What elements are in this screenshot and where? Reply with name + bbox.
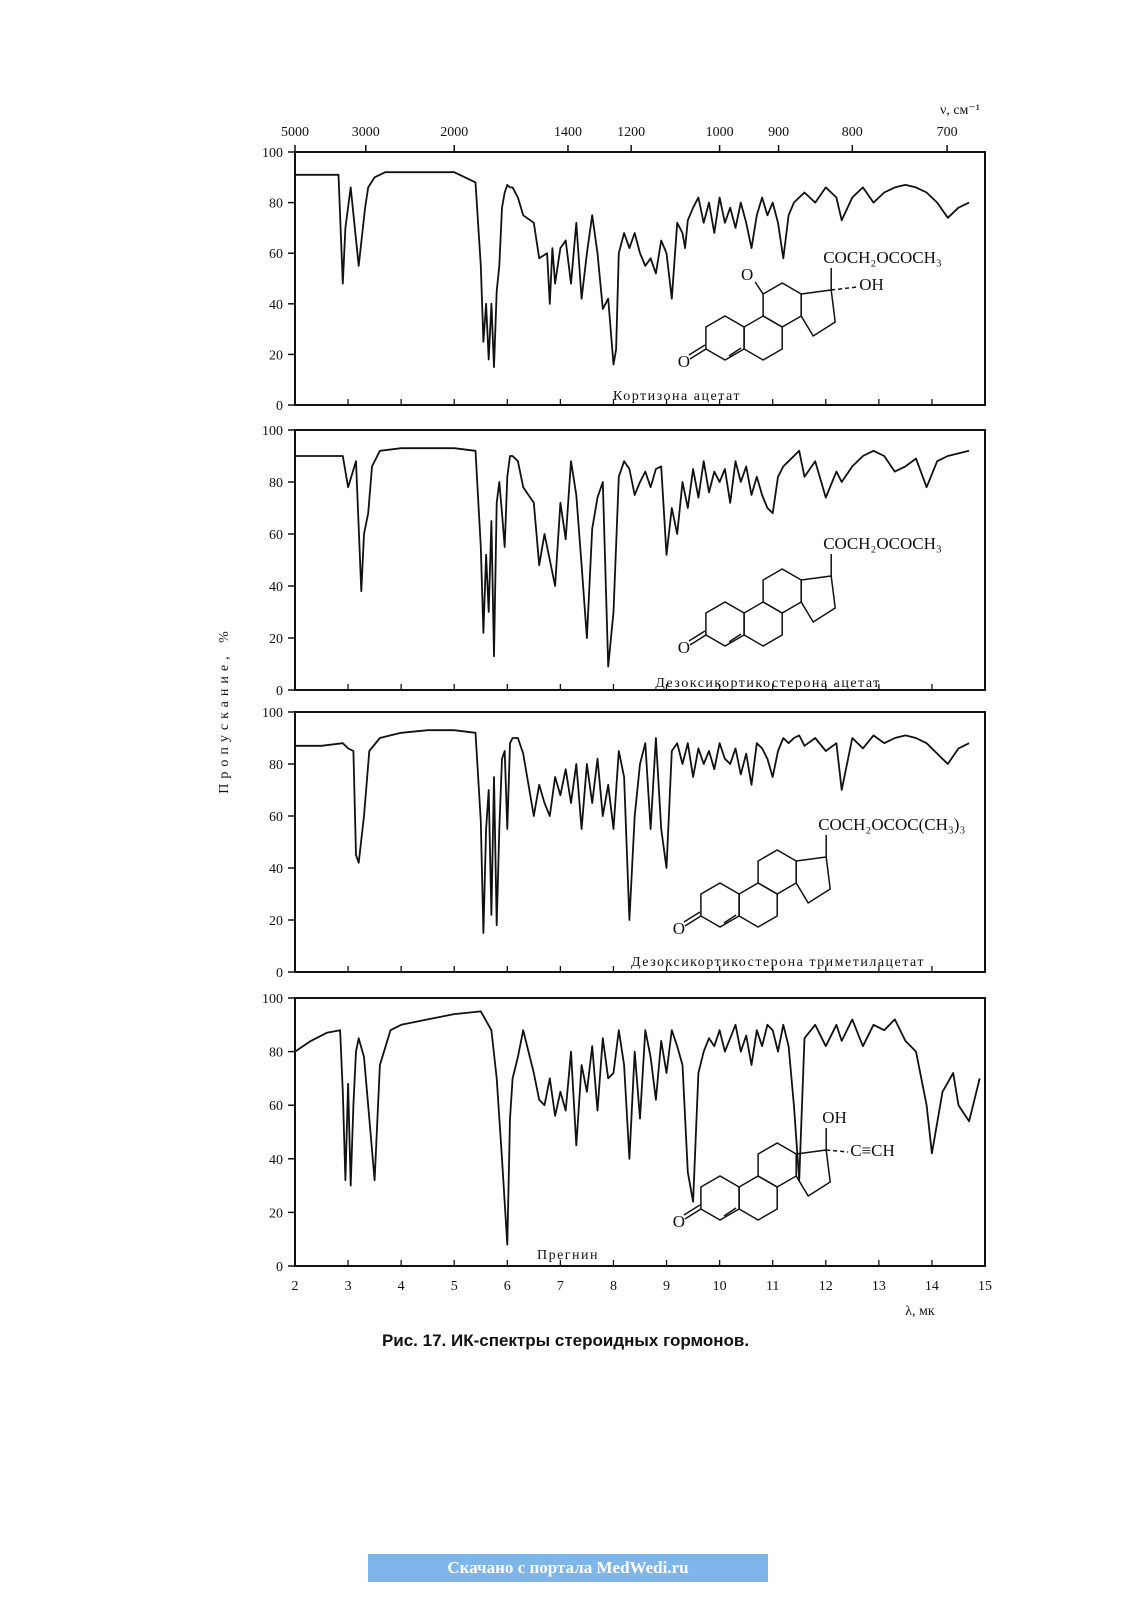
top-axis-tick-label: 1200 <box>617 125 646 140</box>
y-axis-tick-label: 80 <box>269 1045 283 1061</box>
y-axis-tick-label: 0 <box>276 1260 283 1275</box>
top-axis-tick-label: 5000 <box>281 125 309 140</box>
bottom-axis-tick-label: 5 <box>450 1279 458 1294</box>
bottom-axis-tick-label: 14 <box>924 1279 939 1294</box>
structure-label: COCH₂OCOCH₃ <box>823 534 942 553</box>
y-axis-tick-label: 20 <box>269 1206 283 1222</box>
y-axis-tick-label: 60 <box>269 528 283 543</box>
spectrum-panel-4 <box>262 992 985 1275</box>
top-axis-tick-label: 800 <box>841 125 863 140</box>
ring-bond <box>701 1176 739 1220</box>
dashed-bond <box>831 287 857 290</box>
ring-bond <box>739 883 777 927</box>
spectrum-line <box>295 1011 980 1244</box>
ring-bond <box>796 1150 830 1196</box>
bottom-axis-tick-label: 4 <box>397 1279 405 1294</box>
structure-label: O <box>677 638 691 657</box>
ring-bond <box>763 569 801 613</box>
bond-line <box>690 349 706 359</box>
ring-bond <box>739 1176 777 1220</box>
ring-bond <box>744 602 782 646</box>
structure-label: COCH₂OCOCH₃ <box>823 248 942 267</box>
compound-name-label: Прегнин <box>536 1248 600 1263</box>
ring-bond <box>706 602 744 646</box>
bond-line <box>689 345 705 355</box>
bottom-wavelength-axis <box>292 1279 993 1319</box>
y-axis-tick-label: 60 <box>269 810 283 825</box>
top-wavenumber-axis <box>281 103 980 152</box>
top-axis-tick-label: 700 <box>936 125 958 140</box>
structure-label: O <box>677 352 691 371</box>
ring-bond <box>701 883 739 927</box>
compound-name-label: Кортизона ацетат <box>613 389 741 404</box>
spectrum-line <box>295 448 969 666</box>
ring-bond <box>758 850 796 894</box>
structure-label: OH <box>822 1108 847 1127</box>
y-axis-tick-label: 100 <box>262 146 283 161</box>
y-axis-tick-label: 0 <box>276 966 283 981</box>
bond-line <box>685 916 701 926</box>
plot-frame <box>295 430 985 690</box>
bond-line <box>684 1205 700 1215</box>
spectrum-panel-3 <box>262 706 985 981</box>
structure-label: C≡CH <box>850 1141 895 1160</box>
bond-line <box>684 912 700 922</box>
ring-bond <box>801 576 835 622</box>
y-axis-tick-label: 20 <box>269 914 283 929</box>
ring-bond <box>744 316 782 360</box>
bottom-axis-tick-label: 13 <box>871 1279 886 1294</box>
plot-frame <box>295 712 985 972</box>
structure-label: O <box>740 265 754 284</box>
y-axis-tick-label: 100 <box>262 424 283 439</box>
bond-line <box>689 631 705 641</box>
structure-label: O <box>672 1212 686 1231</box>
bond-line <box>685 1209 701 1219</box>
bottom-axis-tick-label: 6 <box>503 1279 511 1294</box>
y-axis-tick-label: 60 <box>269 247 283 263</box>
y-axis-tick-label: 100 <box>262 992 283 1007</box>
spectrum-panel-2 <box>262 424 985 699</box>
source-banner: Скачано с портала MedWedi.ru <box>368 1554 768 1582</box>
top-axis-unit-label: ν, см⁻¹ <box>940 103 980 118</box>
ring-bond <box>706 316 744 360</box>
y-axis-tick-label: 40 <box>269 297 283 313</box>
y-axis-tick-label: 0 <box>276 399 283 414</box>
bond-line <box>755 282 763 294</box>
bottom-axis-unit-label: λ, мк <box>905 1304 935 1319</box>
plot-frame <box>295 998 985 1266</box>
y-axis-tick-label: 20 <box>269 632 283 647</box>
top-axis-tick-label: 900 <box>768 125 790 140</box>
y-axis-tick-label: 20 <box>269 348 283 364</box>
structure-label: COCH₂OCOC(CH₃)₃ <box>818 815 966 834</box>
ring-bond <box>758 1143 796 1187</box>
compound-name-label: Дезоксикортикостерона триметилацетат <box>630 955 926 970</box>
ring-bond <box>801 290 835 336</box>
bottom-axis-tick-label: 9 <box>663 1279 671 1294</box>
bottom-axis-tick-label: 8 <box>609 1279 617 1294</box>
y-axis-tick-label: 80 <box>269 196 283 212</box>
y-axis-tick-label: 0 <box>276 684 283 699</box>
y-axis-tick-label: 40 <box>269 1152 283 1168</box>
bottom-axis-tick-label: 15 <box>978 1279 992 1294</box>
y-axis-title: Пропускание, % <box>217 626 232 794</box>
y-axis-tick-label: 60 <box>269 1099 283 1115</box>
y-axis-tick-label: 40 <box>269 580 283 595</box>
top-axis-tick-label: 3000 <box>351 125 380 140</box>
compound-name-label: Дезоксикортикостерона ацетат <box>655 676 881 691</box>
ring-bond <box>796 857 830 903</box>
bottom-axis-tick-label: 2 <box>291 1279 299 1294</box>
bottom-axis-tick-label: 10 <box>712 1279 727 1294</box>
dashed-bond <box>826 1150 848 1152</box>
figure-caption: Рис. 17. ИК-спектры стероидных гормонов. <box>381 1331 750 1350</box>
top-axis-tick-label: 2000 <box>440 125 469 140</box>
y-axis-tick-label: 100 <box>262 706 283 721</box>
structure-label: O <box>672 919 686 938</box>
bottom-axis-tick-label: 7 <box>556 1279 564 1294</box>
top-axis-tick-label: 1000 <box>705 125 734 140</box>
ring-bond <box>763 283 801 327</box>
bottom-axis-tick-label: 11 <box>765 1279 780 1294</box>
bottom-axis-tick-label: 3 <box>344 1279 352 1294</box>
y-axis-tick-label: 40 <box>269 862 283 877</box>
bond-line <box>690 635 706 645</box>
spectrum-line <box>295 172 969 367</box>
spectrum-panel-1 <box>262 146 985 414</box>
bottom-axis-tick-label: 12 <box>818 1279 833 1294</box>
y-axis-tick-label: 80 <box>269 476 283 491</box>
y-axis-tick-label: 80 <box>269 758 283 773</box>
top-axis-tick-label: 1400 <box>553 125 582 140</box>
structure-label: OH <box>859 275 884 294</box>
